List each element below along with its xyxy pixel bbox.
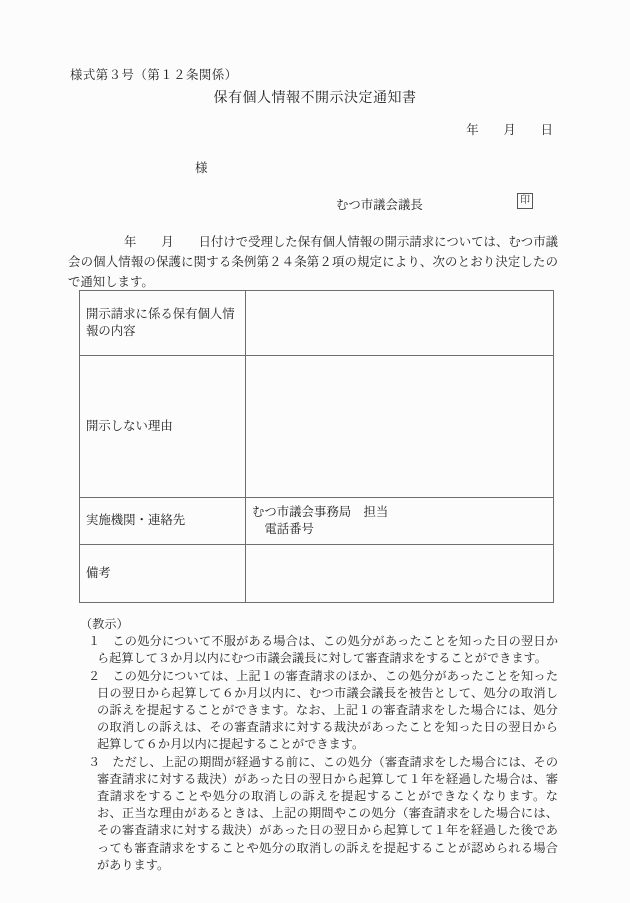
- form-number: 様式第３号（第１２条関係）: [70, 68, 238, 82]
- table-row-contact: [80, 498, 554, 545]
- instruction-item-3: [88, 754, 558, 874]
- document-title: 保有個人情報不開示決定通知書: [213, 91, 417, 106]
- sender-line: [336, 195, 530, 213]
- instruction-number-2: ２: [88, 668, 101, 683]
- row-value-reason: [246, 356, 554, 498]
- instruction-text-3: ただし、上記の期間が経過する前に、この処分（審査請求をした場合には、その審査請求に対する裁決）があった日の翌日から起算して１年を経過した場合は、審査請求をすることや処分の取消しの訴えを提起することができなくなります。なお、正当な理由があるときは、上記の期間やこの処分（審査請求をした場合には、その審査請求に対する裁決）があった日の翌日から起算して１年を経過した後であっても審査請求をすることや処分の取消しの訴えを提起することが認められる場合があります。: [97, 754, 559, 872]
- row-label-requested-info: 開示請求に係る保有個人情報の内容: [80, 291, 246, 356]
- instructions-heading: （教示）: [80, 617, 129, 631]
- table-row-reason: [80, 356, 554, 498]
- row-value-remarks: [246, 545, 554, 603]
- instruction-number-1: １: [88, 634, 101, 649]
- contact-office-line: むつ市議会事務局 担当: [252, 504, 389, 519]
- contact-phone-line: 電話番号: [252, 522, 314, 536]
- seal-mark: 印: [517, 193, 533, 209]
- row-value-requested-info: [246, 291, 554, 356]
- decision-table: [79, 290, 554, 603]
- instruction-item-1: [88, 633, 558, 667]
- table-row-remarks: [80, 545, 554, 603]
- table-row-requested-info: [80, 291, 554, 356]
- row-label-reason: 開示しない理由: [80, 356, 246, 498]
- row-label-contact: 実施機関・連絡先: [80, 498, 246, 545]
- row-value-contact: [246, 498, 554, 545]
- instructions-section: [80, 616, 558, 874]
- instruction-text-2: この処分については、上記１の審査請求のほか、この処分があったことを知った日の翌日から起算して６か月以内に、むつ市議会議長を被告として、処分の取消しの訴えを提起することができます。なお、上記１の審査請求をした場合には、処分の取消しの訴えは、その審査請求に対する裁決があったことを知った日の翌日から起算して６か月以内に提起することができます。: [97, 668, 559, 752]
- addressee-honorific: 様: [195, 161, 208, 175]
- instruction-item-2: [88, 668, 558, 754]
- date-line: 年 月 日: [466, 123, 553, 137]
- row-label-remarks: 備考: [80, 545, 246, 603]
- sender-name: むつ市議会議長: [336, 198, 423, 212]
- body-paragraph: 年 月 日付けで受理した保有個人情報の開示請求については、むつ市議会の個人情報の保護に関する条例第２４条第２項の規定により、次のとおり決定したので通知します。: [68, 235, 558, 290]
- instruction-number-3: ３: [88, 754, 101, 769]
- instruction-text-1: この処分について不服がある場合は、この処分があったことを知った日の翌日から起算して３か月以内にむつ市議会議長に対して審査請求をすることができます。: [97, 634, 559, 666]
